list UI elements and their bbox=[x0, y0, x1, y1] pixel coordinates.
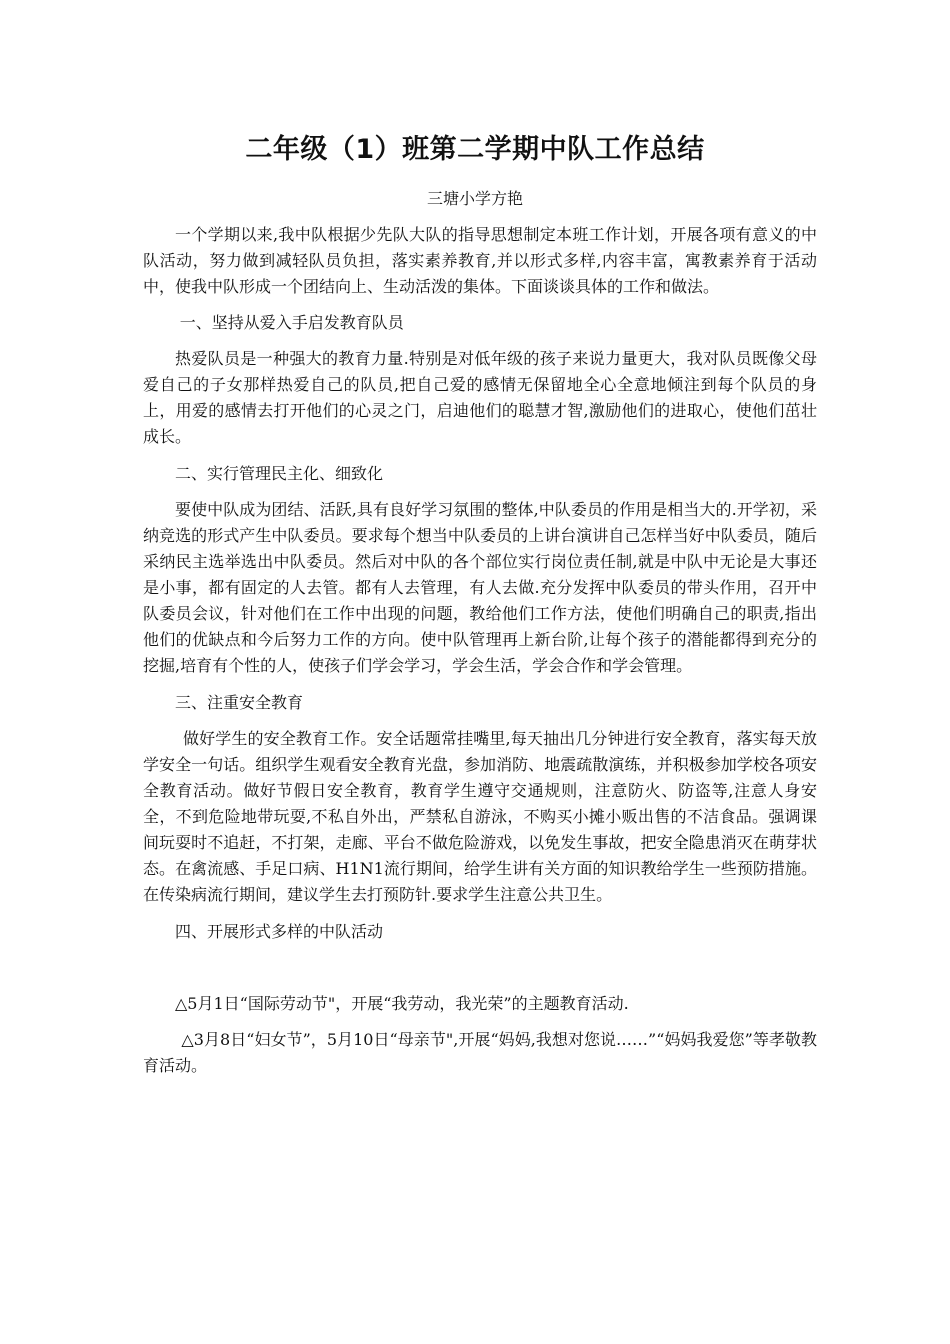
document-body bbox=[143, 222, 817, 1079]
document-title: 二年级（1）班第二学期中队工作总结 bbox=[245, 134, 705, 165]
section-heading-4: 四、开展形式多样的中队活动 bbox=[175, 922, 384, 941]
section-heading-3: 三、注重安全教育 bbox=[175, 693, 304, 712]
section-heading-2: 二、实行管理民主化、细致化 bbox=[175, 464, 384, 483]
activity-item-1: △5月1日“国际劳动节"，开展“我劳动，我光荣”的主题教育活动. bbox=[175, 994, 629, 1013]
section-paragraph-1: 热爱队员是一种强大的教育力量.特别是对低年级的孩子来说力量更大，我对队员既像父母爱自己的子女那样热爱自己的队员,把自己爱的感情无保留地全心全意地倾注到每个队员的身上，用爱的感情去打开他们的心灵之门，启迪他们的聪慧才智,激励他们的进取心，使他们茁壮成长。 bbox=[143, 349, 817, 446]
document-author: 三塘小学方艳 bbox=[426, 189, 523, 208]
intro-paragraph: 一个学期以来,我中队根据少先队大队的指导思想制定本班工作计划，开展各项有意义的中队活动，努力做到减轻队员负担，落实素养教育,并以形式多样,内容丰富，寓教素养育于活动中，使我中队形成一个团结向上、生动活泼的集体。下面谈谈具体的工作和做法。 bbox=[143, 225, 817, 296]
activity-item-2: △3月8日“妇女节”，5月10日“母亲节",开展“妈妈,我想对您说……”“妈妈我爱您”等孝敬教育活动。 bbox=[143, 1030, 817, 1075]
section-paragraph-3: 做好学生的安全教育工作。安全话题常挂嘴里,每天抽出几分钟进行安全教育，落实每天放学安全一句话。组织学生观看安全教育光盘，参加消防、地震疏散演练，并积极参加学校各项安全教育活动。做好节假日安全教育，教育学生遵守交通规则，注意防火、防盗等,注意人身安全，不到危险地带玩耍,不私自外出，严禁私自游泳，不购买小摊小贩出售的不洁食品。强调课间玩耍时不追赶，不打架，走廊、平台不做危险游戏，以免发生事故，把安全隐患消灭在萌芽状态。在禽流感、手足口病、H1N1流行期间，给学生讲有关方面的知识教给学生一些预防措施。在传染病流行期间，建议学生去打预防针.要求学生注意公共卫生。 bbox=[143, 729, 817, 904]
section-paragraph-2: 要使中队成为团结、活跃,具有良好学习氛围的整体,中队委员的作用是相当大的.开学初，采纳竞选的形式产生中队委员。要求每个想当中队委员的上讲台演讲自己怎样当好中队委员，随后采纳民主选举选出中队委员。然后对中队的各个部位实行岗位责任制,就是中队中无论是大事还是小事，都有固定的人去管。都有人去管理，有人去做.充分发挥中队委员的带头作用，召开中队委员会议，针对他们在工作中出现的问题，教给他们工作方法，使他们明确自己的职责,指出他们的优缺点和今后努力工作的方向。使中队管理再上新台阶,让每个孩子的潜能都得到充分的挖掘,培育有个性的人，使孩子们学会学习，学会生活，学会合作和学会管理。 bbox=[143, 500, 817, 675]
section-heading-1: 一、坚持从爱入手启发教育队员 bbox=[179, 313, 404, 332]
